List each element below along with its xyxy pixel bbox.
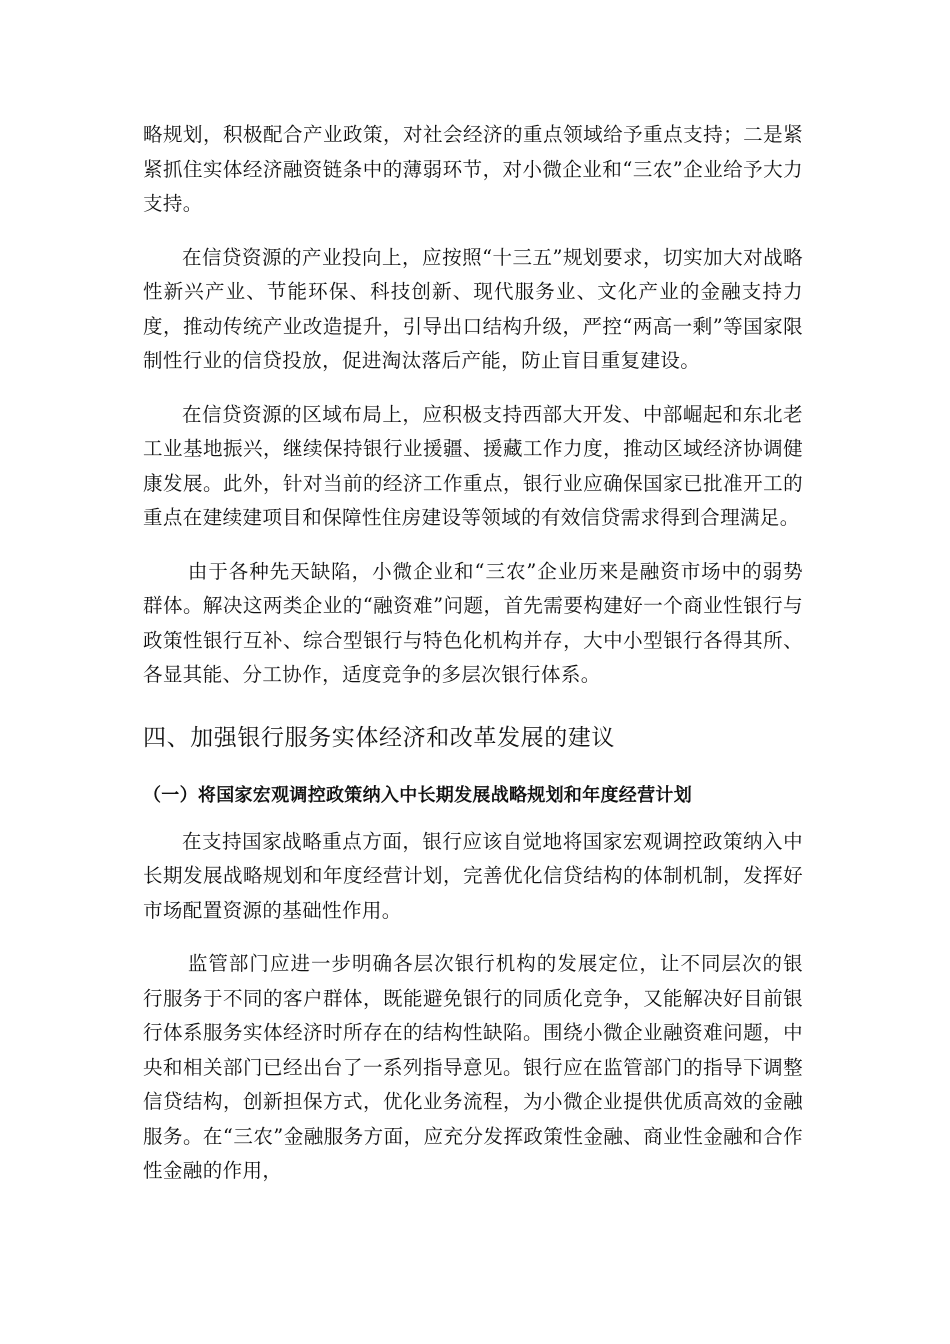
paragraph-national-strategy: 在支持国家战略重点方面，银行应该自觉地将国家宏观调控政策纳入中长期发展战略规划和年度经营计划，完善优化信贷结构的体制机制，发挥好市场配置资源的基础性作用。	[143, 829, 803, 922]
subsection-heading: （一）将国家宏观调控政策纳入中长期发展战略规划和年度经营计划	[143, 784, 692, 806]
paragraph-regional-layout: 在信贷资源的区域布局上，应积极支持西部大开发、中部崛起和东北老工业基地振兴，继续保持银行业援疆、援藏工作力度，推动区域经济协调健康发展。此外，针对当前的经济工作重点，银行业应确保国家已批准开工的重点在建续建项目和保障性住房建设等领域的有效信贷需求得到合理满足。	[143, 402, 803, 529]
paragraph-industry-allocation: 在信贷资源的产业投向上，应按照“十三五”规划要求，切实加大对战略性新兴产业、节能环保、科技创新、现代服务业、文化产业的金融支持力度，推动传统产业改造提升，引导出口结构升级，严控“两高一剩”等国家限制性行业的信贷投放，促进淘汰落后产能，防止盲目重复建设。	[143, 245, 803, 372]
paragraph-regulatory: 监管部门应进一步明确各层次银行机构的发展定位，让不同层次的银行服务于不同的客户群体，既能避免银行的同质化竞争，又能解决好目前银行体系服务实体经济时所存在的结构性缺陷。围绕小微企业融资难问题，中央和相关部门已经出台了一系列指导意见。银行应在监管部门的指导下调整信贷结构，创新担保方式，优化业务流程，为小微企业提供优质高效的金融服务。在“三农”金融服务方面，应充分发挥政策性金融、商业性金融和合作性金融的作用，	[143, 952, 803, 1182]
paragraph-small-enterprises: 由于各种先天缺陷，小微企业和“三农”企业历来是融资市场中的弱势群体。解决这两类企业的“融资难”问题，首先需要构建好一个商业性银行与政策性银行互补、综合型银行与特色化机构并存，大中小型银行各得其所、各显其能、分工协作，适度竞争的多层次银行体系。	[143, 559, 803, 686]
document-page	[143, 118, 803, 1189]
section-heading: 四、加强银行服务实体经济和改革发展的建议	[143, 724, 615, 751]
paragraph-continuation: 略规划，积极配合产业政策，对社会经济的重点领域给予重点支持；二是紧紧抓住实体经济融资链条中的薄弱环节，对小微企业和“三农”企业给予大力支持。	[143, 123, 803, 215]
